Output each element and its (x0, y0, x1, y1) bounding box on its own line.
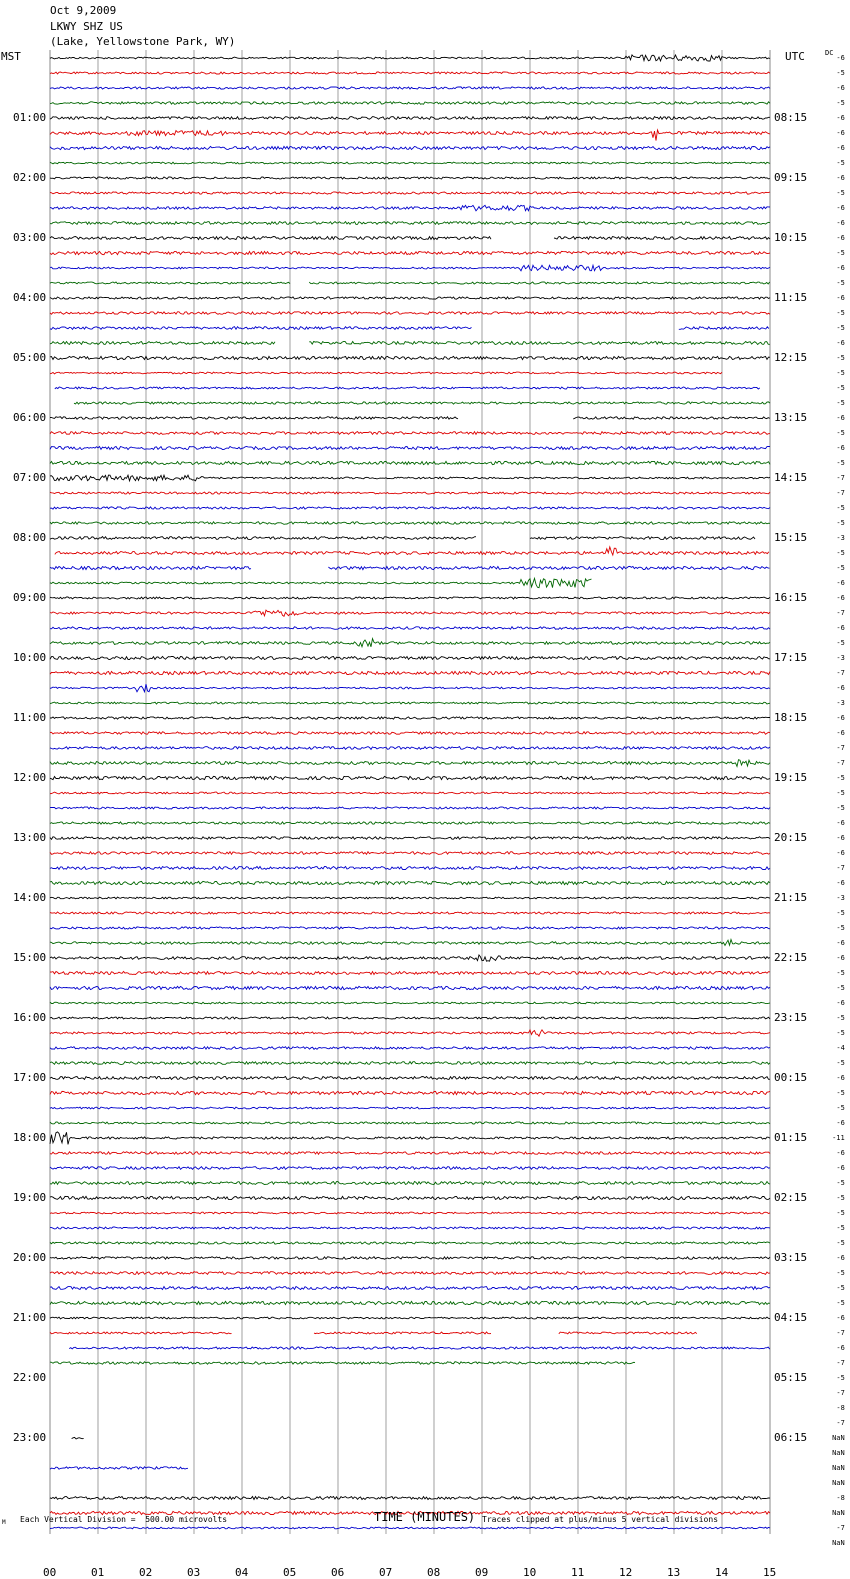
dc-offset-label: -5 (836, 354, 845, 362)
dc-offset-label: -6 (836, 954, 845, 962)
left-hour-label: 21:00 (13, 1311, 47, 1324)
dc-offset-label: -5 (836, 1014, 845, 1022)
dc-offset-label: -7 (836, 759, 845, 767)
seismic-trace (50, 1017, 770, 1019)
seismic-trace (50, 222, 770, 225)
seismic-trace (50, 1287, 770, 1290)
dc-offset-label: -3 (836, 654, 845, 662)
seismic-trace (50, 972, 770, 975)
left-hour-label: 22:00 (13, 1371, 47, 1384)
seismic-trace (50, 627, 770, 630)
seismic-trace (50, 702, 770, 704)
left-timezone-label: MST (1, 50, 21, 63)
seismic-trace (50, 1317, 770, 1319)
x-tick-label: 05 (283, 1566, 297, 1579)
seismic-trace (50, 1132, 770, 1145)
dc-offset-label: -6 (836, 174, 845, 182)
dc-offset-label: -5 (836, 384, 845, 392)
seismic-trace (50, 578, 592, 587)
dc-offset-label: -5 (836, 159, 845, 167)
seismic-trace (50, 822, 770, 824)
dc-offset-label: -5 (836, 519, 845, 527)
x-tick-label: 12 (619, 1566, 633, 1579)
seismic-trace (50, 447, 770, 450)
dc-offset-label: -5 (836, 984, 845, 992)
dc-offset-label: -4 (836, 1044, 845, 1052)
dc-offset-label: -3 (836, 894, 845, 902)
dc-offset-label: -6 (836, 594, 845, 602)
dc-offset-label: -6 (836, 129, 845, 137)
left-hour-label: 04:00 (13, 291, 47, 304)
right-hour-label: 17:15 (774, 651, 808, 664)
left-hour-label: 02:00 (13, 171, 47, 184)
seismic-trace (328, 566, 769, 569)
dc-offset-label: -6 (836, 219, 845, 227)
dc-offset-label: -5 (836, 924, 845, 932)
header-station: LKWY SHZ US (50, 20, 123, 33)
dc-offset-label: NaN (832, 1464, 845, 1472)
seismic-trace (55, 547, 769, 555)
x-tick-label: 01 (91, 1566, 105, 1579)
dc-offset-label: NaN (832, 1479, 845, 1487)
seismic-trace (50, 986, 770, 989)
seismic-trace (50, 597, 770, 599)
left-hour-label: 06:00 (13, 411, 47, 424)
seismic-trace (50, 912, 770, 914)
seismic-trace (50, 867, 770, 870)
dc-offset-label: -6 (836, 264, 845, 272)
left-hour-label: 01:00 (13, 111, 47, 124)
dc-offset-label: -6 (836, 84, 845, 92)
right-hour-label: 15:15 (774, 531, 808, 544)
dc-offset-label: -3 (836, 534, 845, 542)
dc-offset-label: -5 (836, 69, 845, 77)
seismic-trace (50, 657, 770, 660)
left-hour-label: 14:00 (13, 891, 47, 904)
right-hour-label: 23:15 (774, 1011, 808, 1024)
dc-offset-label: -6 (836, 114, 845, 122)
dc-offset-label: -6 (836, 579, 845, 587)
dc-offset-label: -3 (836, 699, 845, 707)
seismic-trace (69, 1347, 770, 1349)
dc-offset-label: -6 (836, 204, 845, 212)
dc-offset-label: -7 (836, 609, 845, 617)
x-tick-label: 14 (715, 1566, 729, 1579)
x-tick-label: 06 (331, 1566, 345, 1579)
seismic-trace (50, 87, 770, 89)
x-tick-label: 10 (523, 1566, 537, 1579)
dc-offset-label: -7 (836, 864, 845, 872)
seismic-trace (309, 342, 770, 345)
seismic-trace (50, 537, 476, 540)
left-hour-label: 07:00 (13, 471, 47, 484)
seismic-trace (50, 117, 770, 120)
x-tick-label: 07 (379, 1566, 393, 1579)
dc-offset-label: -6 (836, 1314, 845, 1322)
dc-offset-label: -7 (836, 1359, 845, 1367)
dc-offset-label: -5 (836, 549, 845, 557)
seismic-trace (50, 792, 770, 794)
right-hour-label: 20:15 (774, 831, 808, 844)
dc-offset-label: NaN (832, 1509, 845, 1517)
dc-offset-label: -5 (836, 1299, 845, 1307)
right-hour-label: 00:15 (774, 1071, 808, 1084)
left-hour-label: 08:00 (13, 531, 47, 544)
dc-offset-label: -6 (836, 714, 845, 722)
dc-offset-label: -6 (836, 1074, 845, 1082)
seismic-trace (50, 55, 770, 61)
seismic-trace (50, 251, 770, 254)
dc-offset-label: -5 (836, 369, 845, 377)
dc-offset-label: -6 (836, 729, 845, 737)
seismic-trace (50, 940, 770, 946)
seismic-trace (50, 237, 491, 240)
seismic-trace (50, 852, 770, 855)
left-hour-label: 12:00 (13, 771, 47, 784)
seismic-trace (50, 177, 770, 179)
seismic-trace (50, 297, 770, 299)
dc-offset-label: -7 (836, 489, 845, 497)
seismic-trace (74, 402, 770, 404)
dc-offset-label: -5 (836, 639, 845, 647)
right-hour-label: 19:15 (774, 771, 808, 784)
dc-offset-label: -5 (836, 1059, 845, 1067)
seismic-trace (50, 807, 770, 809)
dc-offset-label: -6 (836, 1119, 845, 1127)
dc-offset-label: -6 (836, 684, 845, 692)
right-hour-label: 05:15 (774, 1371, 808, 1384)
dc-label: DC (825, 49, 834, 57)
right-hour-label: 16:15 (774, 591, 808, 604)
seismic-trace (50, 639, 770, 647)
seismic-trace (50, 837, 770, 840)
dc-offset-label: -6 (836, 1164, 845, 1172)
seismic-trace (314, 1332, 491, 1334)
dc-offset-label: -5 (836, 1239, 845, 1247)
seismic-trace (50, 1196, 770, 1199)
seismic-trace (50, 162, 770, 164)
dc-offset-label: -7 (836, 1524, 845, 1532)
dc-offset-label: -6 (836, 144, 845, 152)
dc-offset-label: -6 (836, 834, 845, 842)
x-tick-label: 04 (235, 1566, 249, 1579)
left-hour-label: 03:00 (13, 231, 47, 244)
dc-offset-label: -5 (836, 1269, 845, 1277)
dc-offset-label: -5 (836, 1089, 845, 1097)
dc-offset-label: -5 (836, 429, 845, 437)
right-hour-label: 21:15 (774, 891, 808, 904)
seismic-trace (50, 205, 770, 211)
dc-offset-label: -5 (836, 399, 845, 407)
right-hour-label: 02:15 (774, 1191, 808, 1204)
seismic-trace (50, 1497, 770, 1500)
clip-note: Traces clipped at plus/minus 5 vertical divisions (482, 1515, 719, 1524)
x-tick-label: 15 (763, 1566, 777, 1579)
dc-offset-label: -7 (836, 744, 845, 752)
dc-offset-label: -6 (836, 1149, 845, 1157)
seismic-trace (50, 684, 770, 692)
seismic-trace (50, 1122, 770, 1124)
seismic-trace (50, 432, 770, 435)
dc-offset-label: -6 (836, 624, 845, 632)
dc-offset-label: -11 (832, 1134, 845, 1142)
dc-offset-label: NaN (832, 1434, 845, 1442)
seismic-trace (50, 265, 770, 271)
x-axis-title: TIME (MINUTES) (374, 1510, 476, 1524)
seismic-trace (50, 282, 290, 284)
seismic-trace (50, 1301, 770, 1304)
dc-offset-label: -5 (836, 309, 845, 317)
dc-offset-label: -6 (836, 879, 845, 887)
header-location: (Lake, Yellowstone Park, WY) (50, 35, 236, 48)
seismic-trace (559, 1332, 697, 1334)
x-tick-label: 02 (139, 1566, 153, 1579)
dc-offset-label: -6 (836, 1254, 845, 1262)
seismic-trace (50, 327, 472, 330)
dc-offset-label: -7 (836, 474, 845, 482)
seismic-trace (50, 776, 770, 779)
right-hour-label: 12:15 (774, 351, 808, 364)
seismic-trace (50, 1332, 232, 1334)
right-hour-label: 04:15 (774, 1311, 808, 1324)
dc-offset-label: -8 (836, 1404, 845, 1412)
left-hour-label: 17:00 (13, 1071, 47, 1084)
x-tick-label: 11 (571, 1566, 585, 1579)
seismic-trace (50, 312, 770, 315)
right-hour-label: 18:15 (774, 711, 808, 724)
left-hour-label: 23:00 (13, 1431, 47, 1444)
corner-mark: M (2, 1519, 6, 1526)
dc-offset-label: -6 (836, 339, 845, 347)
dc-offset-label: -5 (836, 1179, 845, 1187)
dc-offset-label: -6 (836, 234, 845, 242)
dc-offset-label: -5 (836, 1224, 845, 1232)
dc-offset-label: -5 (836, 1284, 845, 1292)
dc-offset-label: -7 (836, 669, 845, 677)
seismic-trace (50, 747, 770, 750)
dc-offset-label: -5 (836, 1194, 845, 1202)
seismic-trace (55, 387, 760, 389)
dc-offset-label: -5 (836, 804, 845, 812)
seismic-trace (50, 1002, 770, 1004)
seismic-trace (50, 192, 770, 194)
right-hour-label: 14:15 (774, 471, 808, 484)
right-hour-label: 13:15 (774, 411, 808, 424)
dc-offset-label: -5 (836, 249, 845, 257)
dc-offset-label: -6 (836, 294, 845, 302)
seismic-trace (50, 522, 770, 525)
seismic-trace (50, 1062, 770, 1065)
seismic-trace (679, 327, 769, 330)
dc-offset-label: -7 (836, 1419, 845, 1427)
seismic-trace (554, 237, 770, 240)
header-date: Oct 9,2009 (50, 4, 117, 17)
left-hour-label: 19:00 (13, 1191, 47, 1204)
left-hour-label: 16:00 (13, 1011, 47, 1024)
seismic-trace (530, 537, 755, 540)
seismic-trace (50, 356, 770, 359)
dc-offset-label: -7 (836, 1389, 845, 1397)
x-tick-label: 13 (667, 1566, 681, 1579)
dc-offset-label: -5 (836, 909, 845, 917)
dc-offset-label: NaN (832, 1539, 845, 1547)
right-hour-label: 22:15 (774, 951, 808, 964)
dc-offset-label: -5 (836, 459, 845, 467)
left-hour-label: 13:00 (13, 831, 47, 844)
seismic-trace (50, 1047, 770, 1050)
left-hour-label: 09:00 (13, 591, 47, 604)
left-hour-label: 15:00 (13, 951, 47, 964)
left-hour-label: 11:00 (13, 711, 47, 724)
right-timezone-label: UTC (785, 50, 805, 63)
seismic-trace (50, 1030, 770, 1036)
dc-offset-label: -5 (836, 99, 845, 107)
right-hour-label: 11:15 (774, 291, 808, 304)
seismic-trace (50, 1107, 770, 1109)
dc-offset-label: -6 (836, 444, 845, 452)
dc-offset-label: -5 (836, 324, 845, 332)
seismic-trace (50, 102, 770, 105)
dc-offset-label: -5 (836, 1374, 845, 1382)
seismic-trace (50, 1467, 188, 1470)
left-hour-label: 05:00 (13, 351, 47, 364)
seismic-trace (50, 1227, 770, 1229)
right-hour-label: 03:15 (774, 1251, 808, 1264)
seismic-trace (50, 881, 770, 884)
seismic-trace (50, 72, 770, 74)
seismic-trace (50, 1527, 770, 1529)
left-hour-label: 20:00 (13, 1251, 47, 1264)
seismic-trace (50, 1362, 635, 1365)
scale-note: Each Vertical Division = 500.00 microvolts (20, 1515, 228, 1524)
x-tick-label: 08 (427, 1566, 441, 1579)
x-tick-label: 00 (43, 1566, 57, 1579)
seismic-trace (50, 760, 770, 767)
seismic-trace (50, 130, 770, 141)
dc-offset-label: -5 (836, 1029, 845, 1037)
seismic-trace (50, 897, 770, 899)
dc-offset-label: -5 (836, 1209, 845, 1217)
seismic-trace (50, 1077, 770, 1080)
right-hour-label: 01:15 (774, 1131, 808, 1144)
dc-offset-label: -5 (836, 774, 845, 782)
seismic-trace (309, 282, 770, 284)
seismic-trace (50, 507, 770, 509)
right-hour-label: 10:15 (774, 231, 808, 244)
seismic-trace (50, 671, 770, 674)
seismic-trace (50, 1212, 770, 1214)
dc-offset-label: -6 (836, 414, 845, 422)
dc-offset-label: -6 (836, 54, 845, 62)
seismic-trace (50, 566, 251, 569)
seismic-trace (573, 417, 770, 419)
seismic-trace (50, 475, 770, 481)
dc-offset-label: -5 (836, 189, 845, 197)
seismic-trace (50, 417, 458, 420)
dc-offset-label: -8 (836, 1494, 845, 1502)
dc-offset-label: -6 (836, 939, 845, 947)
dc-offset-label: -5 (836, 279, 845, 287)
seismic-trace (50, 732, 770, 735)
seismic-trace (50, 492, 770, 494)
dc-offset-label: -6 (836, 819, 845, 827)
dc-offset-label: -5 (836, 789, 845, 797)
dc-offset-label: -6 (836, 1344, 845, 1352)
right-hour-label: 08:15 (774, 111, 808, 124)
dc-offset-label: -5 (836, 1104, 845, 1112)
x-tick-label: 09 (475, 1566, 489, 1579)
seismic-trace (50, 1182, 770, 1185)
seismic-trace (50, 610, 770, 616)
dc-offset-label: -6 (836, 849, 845, 857)
seismic-trace (50, 342, 275, 345)
seismic-trace (50, 461, 770, 464)
dc-offset-label: -6 (836, 999, 845, 1007)
dc-offset-label: -5 (836, 504, 845, 512)
seismic-trace (50, 146, 770, 149)
seismic-trace (50, 1257, 770, 1260)
seismic-trace (50, 1272, 770, 1275)
seismic-trace (50, 1242, 770, 1244)
right-hour-label: 06:15 (774, 1431, 808, 1444)
dc-offset-label: -7 (836, 1329, 845, 1337)
right-hour-label: 09:15 (774, 171, 808, 184)
seismic-trace (50, 1091, 770, 1094)
seismic-trace (50, 717, 770, 719)
x-tick-label: 03 (187, 1566, 201, 1579)
seismic-trace (72, 1437, 84, 1439)
seismic-trace (50, 1152, 770, 1155)
left-hour-label: 18:00 (13, 1131, 47, 1144)
dc-offset-label: -5 (836, 564, 845, 572)
dc-offset-label: -5 (836, 969, 845, 977)
left-hour-label: 10:00 (13, 651, 47, 664)
seismic-trace (50, 955, 770, 961)
seismic-trace (50, 1167, 770, 1170)
seismic-trace (50, 927, 770, 929)
dc-offset-label: NaN (832, 1449, 845, 1457)
